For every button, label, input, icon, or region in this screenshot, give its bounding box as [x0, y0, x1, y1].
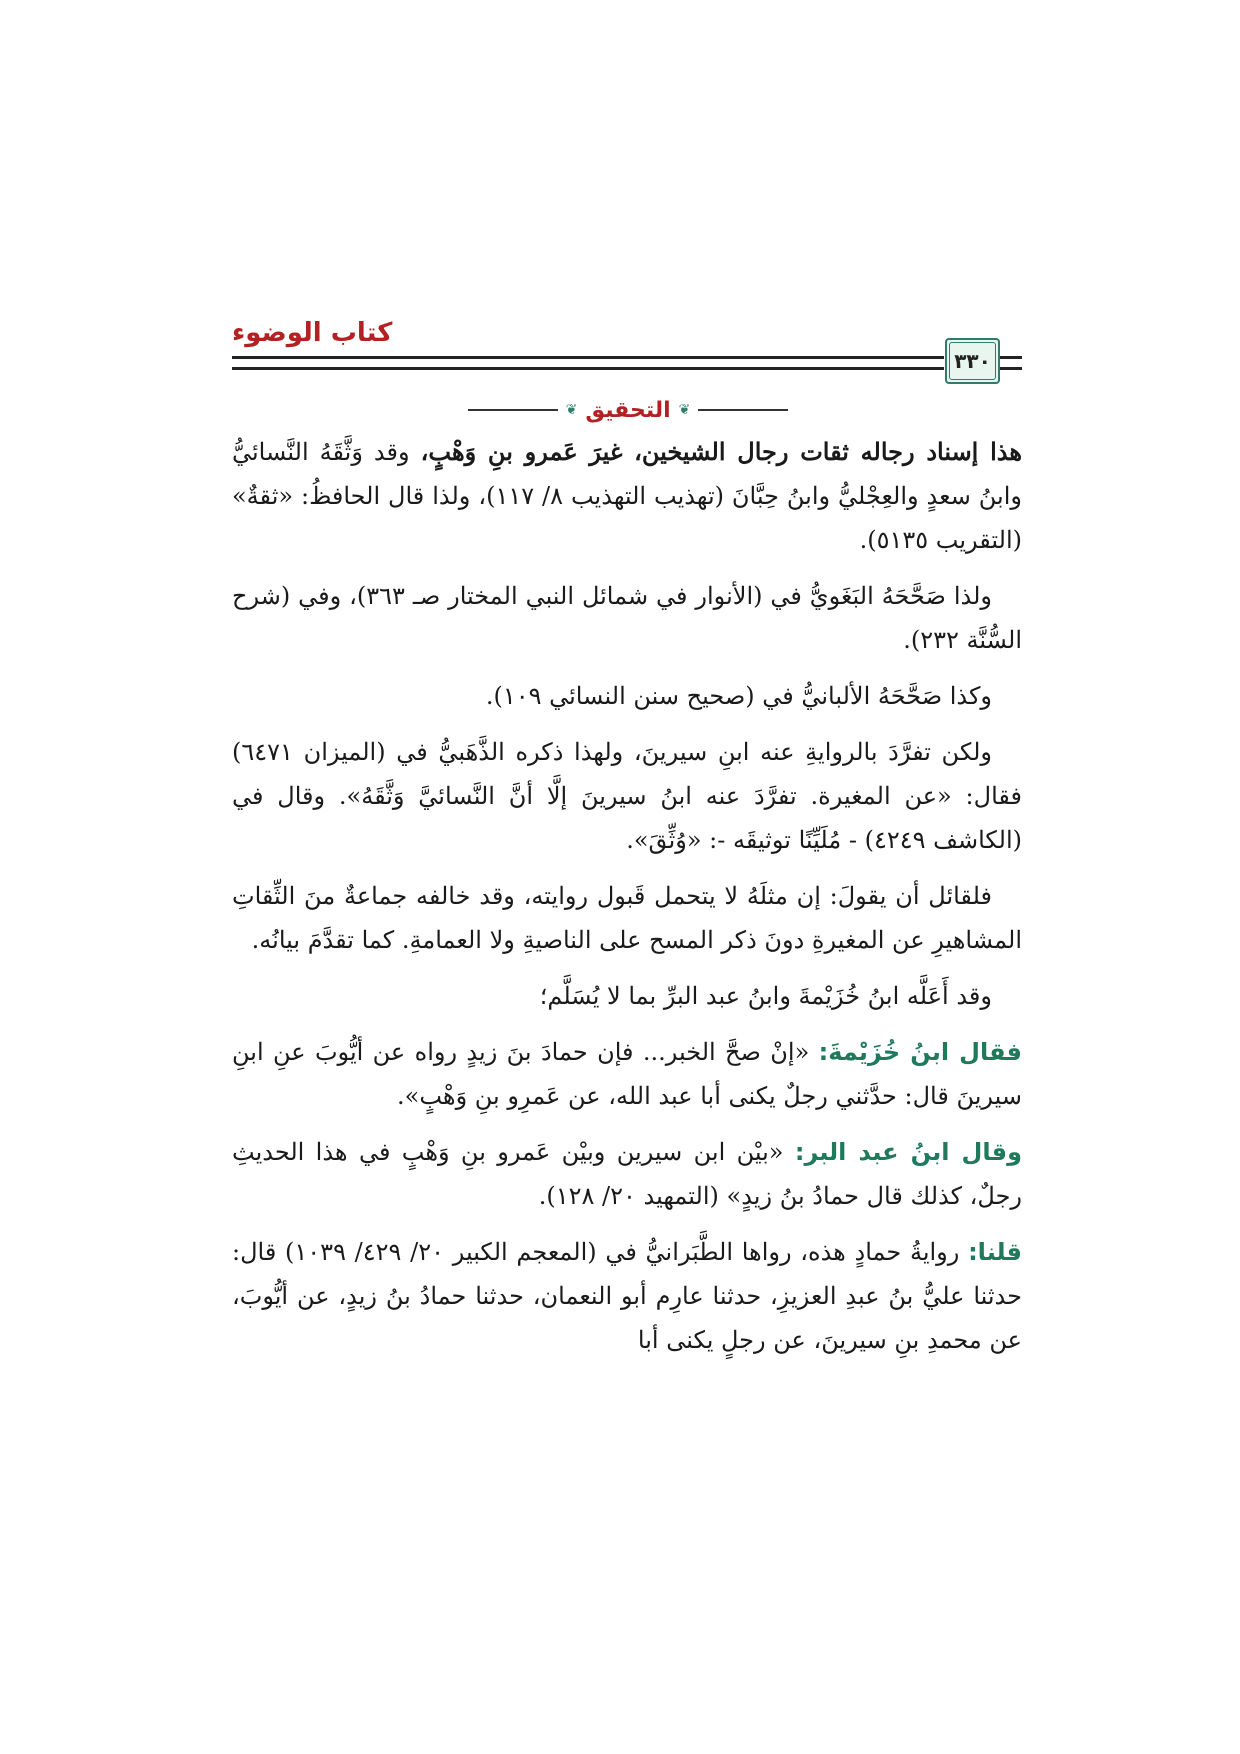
section-title: التحقيق	[585, 397, 671, 423]
ornament-line-right	[698, 409, 788, 411]
page-number: ٣٣٠	[949, 342, 996, 380]
paragraph-7	[232, 1030, 1022, 1118]
paragraph-8	[232, 1130, 1022, 1218]
paragraph-2: ولذا صَحَّحَهُ البَغَويُّ في (الأنوار في شمائل النبي المختار صـ ٣٦٣)، وفي (شرح السُّنَّة ٢٣٢).	[232, 582, 1022, 654]
paragraph-1	[232, 430, 1022, 562]
paragraph-7-lead: فقال ابنُ خُزَيْمةَ:	[818, 1038, 1022, 1066]
header-rule-right-top	[1000, 356, 1022, 359]
header-rule-right-bottom	[1000, 367, 1022, 370]
ornament-icon: ❦	[565, 402, 578, 418]
header-rule-bottom	[232, 367, 944, 370]
ornament-icon: ❦	[678, 402, 691, 418]
paragraph-4: ولكن تفرَّدَ بالروايةِ عنه ابنِ سيرينَ، ولهذا ذكره الذَّهَبيُّ في (الميزان ٦٤٧١) فقال: «عن المغيرة. تفرَّدَ عنه ابنُ سيرينَ إلَّا أنَّ النَّسائيَّ وَثَّقَهُ». وقال في (الكاشف ٤٢٤٩) - مُلَيِّنًا توثيقَه -: «وُثِّقَ».	[232, 738, 1022, 854]
paragraph-1-text: وقد وَثَّقَهُ النَّسائيُّ وابنُ سعدٍ والعِجْليُّ وابنُ حِبَّانَ (تهذيب التهذيب ٨/ ١١٧)، ولذا قال الحافظُ: «ثقةٌ» (التقريب ٥١٣٥).	[232, 438, 1022, 554]
paragraph-1-bold: هذا إسناد رجاله ثقات رجال الشيخين، غيرَ عَمرو بنِ وَهْبٍ،	[420, 437, 1023, 466]
paragraph-9-lead: قلنا:	[968, 1238, 1022, 1266]
paragraph-9-text: روايةُ حمادٍ هذه، رواها الطَّبَرانيُّ في (المعجم الكبير ٢٠/ ٤٢٩/ ١٠٣٩) قال: حدثنا عليُّ بنُ عبدِ العزيزِ، حدثنا عارِم أبو النعمان، حدثنا حمادُ بنُ زيدٍ، عن أيُّوبَ، عن محمدِ بنِ سيرينَ، عن رجلٍ يكنى أبا	[232, 1238, 1022, 1354]
page-number-frame	[945, 338, 1000, 384]
paragraph-9	[232, 1230, 1022, 1362]
paragraph-5: فلقائل أن يقولَ: إن مثلَهُ لا يتحمل قَبول روايته، وقد خالفه جماعةٌ منَ الثِّقاتِ المشاهيرِ عن المغيرةِ دونَ ذكر المسح على الناصيةِ ولا العمامةِ. كما تقدَّمَ بيانُه.	[232, 882, 1022, 954]
paragraph-8-lead: وقال ابنُ عبد البر:	[794, 1138, 1022, 1166]
paragraph-7-text: «إنْ صحَّ الخبر... فإن حمادَ بنَ زيدٍ رواه عن أيُّوبَ عنِ ابنِ سيرينَ قال: حدَّثني رجلٌ يكنى أبا عبد الله، عن عَمرِو بنِ وَهْبٍ».	[232, 1038, 1022, 1110]
paragraph-3: وكذا صَحَّحَهُ الألبانيُّ في (صحيح سنن النسائي ١٠٩).	[485, 682, 992, 710]
paragraph-8-text: «بيْن ابن سيرين وبيْن عَمرو بنِ وَهْبٍ في هذا الحديثِ رجلٌ، كذلك قال حمادُ بنُ زيدٍ» (التمهيد ٢٠/ ١٢٨).	[232, 1138, 1022, 1210]
body-text	[232, 430, 1022, 1374]
book-title: كتاب الوضوء	[232, 318, 393, 348]
paragraph-6: وقد أَعَلَّه ابنُ خُزَيْمةَ وابنُ عبد البرِّ بما لا يُسَلَّم؛	[539, 982, 992, 1010]
section-heading	[468, 395, 788, 425]
ornament-line-left	[468, 409, 558, 411]
header-rule-top	[232, 356, 944, 359]
